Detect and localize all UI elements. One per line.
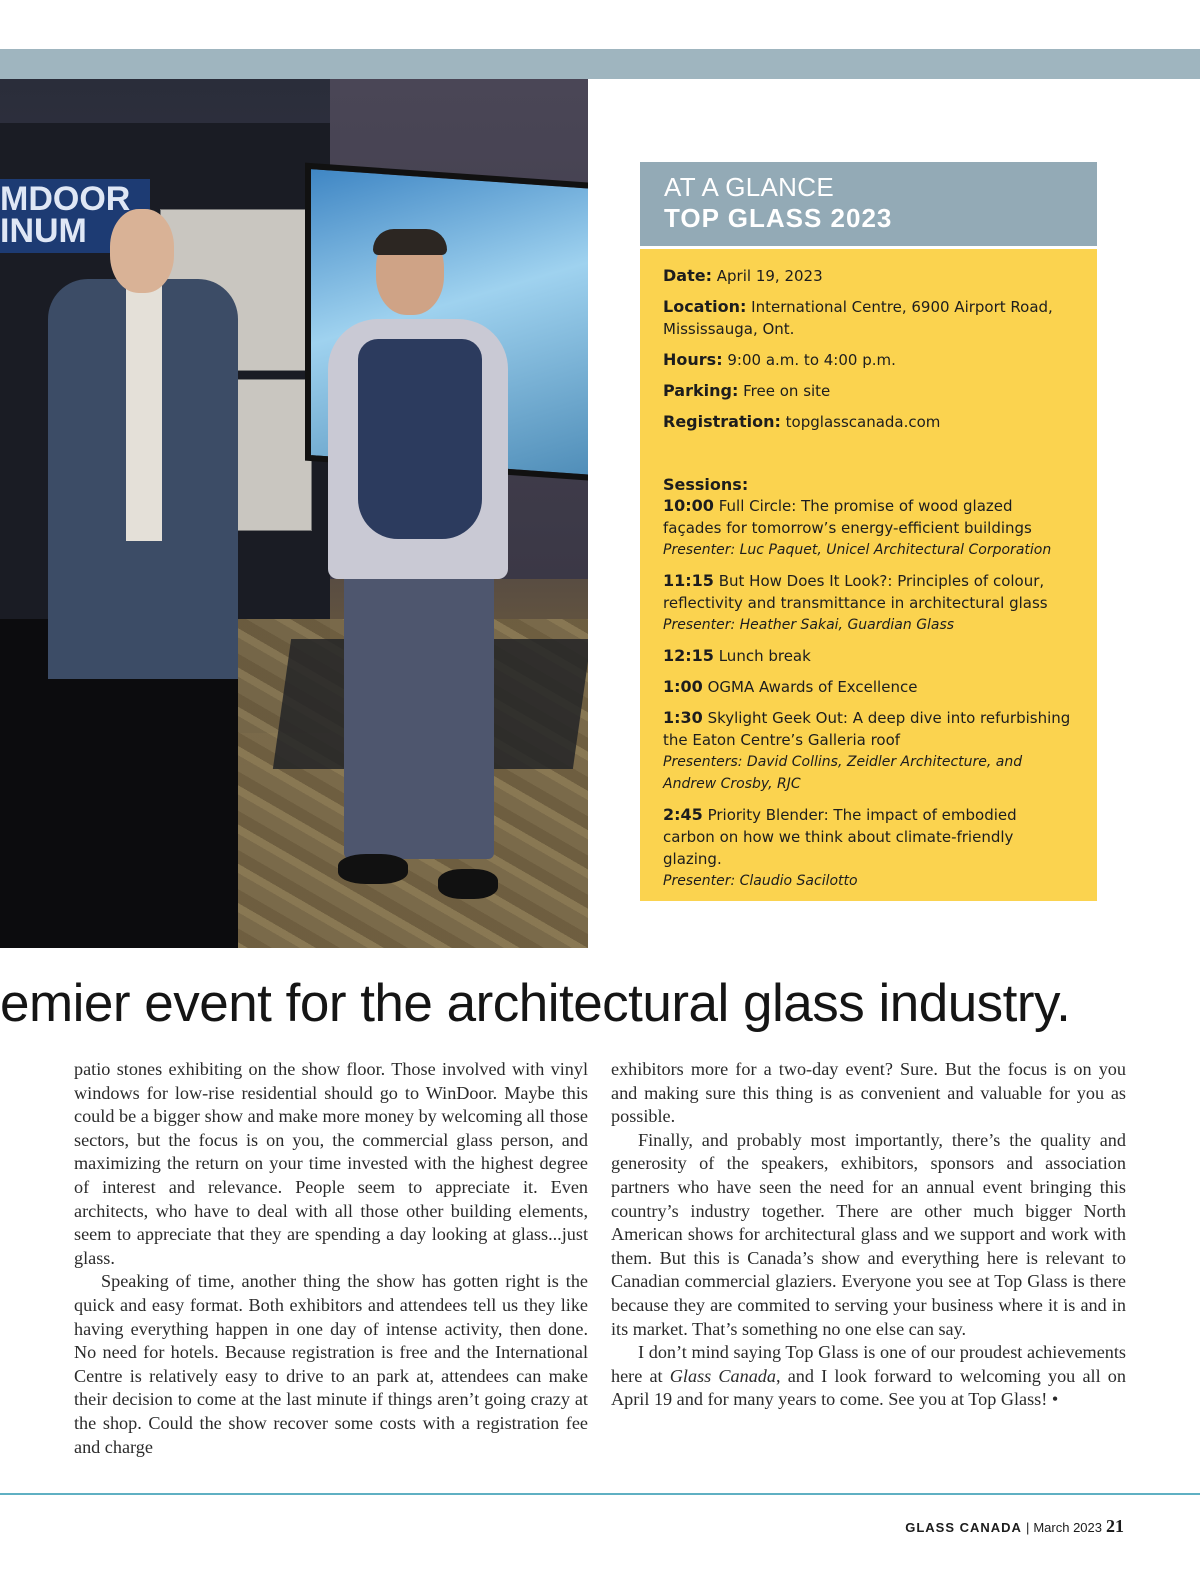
session-item: 12:15 Lunch break [663,646,811,665]
person-left [48,209,238,679]
session-item: 11:15 But How Does It Look?: Principles of colour, reflectivity and transmittance in architectural glass Presenter: Heather Sakai, Guardian Glass [663,571,1048,633]
magazine-title-italic: Glass Canada [669,1365,776,1386]
event-parking: Parking: Free on site [663,381,831,400]
article-headline: emier event for the architectural glass industry. [0,974,1071,1033]
sidebar-heading-line2: TOP GLASS 2023 [664,203,893,233]
article-paragraph: patio stones exhibiting on the show floor. Those involved with vinyl windows for low-rise residential should go to WinDoor. Maybe this could be a bigger show and make more money by welcoming all those sectors, but the focus is on you, the commercial glass person, and maximizing the return on your time invested with the highest degree of interest and relevance. People seem to appreciate it. Even architects, who have to deal with all those other building elements, seem to appreciate that they are spending a day looking at glass...just glass. [74,1059,588,1268]
top-color-band [0,49,1200,79]
session-item: 1:00 OGMA Awards of Excellence [663,677,918,696]
footer-separator: | [1025,1520,1030,1535]
event-location: Location: International Centre, 6900 Airport Road, Mississauga, Ont. [663,297,1053,338]
sidebar-heading-line1: AT A GLANCE [664,172,834,202]
trade-show-photo [0,79,588,948]
event-registration: Registration: topglasscanada.com [663,412,941,431]
booth-sign-line2: INUM [0,212,87,250]
footer-rule [0,1493,1200,1495]
at-a-glance-sidebar [640,162,1097,901]
session-item: 2:45 Priority Blender: The impact of embodied carbon on how we think about climate-friendly glazing. Presenter: Claudio Sacilotto [663,805,1017,889]
person-right [318,229,518,929]
article-paragraph: exhibitors more for a two-day event? Sure. But the focus is on you and making sure this thing is as convenient and valuable for you as possible. [611,1059,1126,1127]
event-date: Date: April 19, 2023 [663,266,823,285]
session-item: 1:30 Skylight Geek Out: A deep dive into refurbishing the Eaton Centre’s Galleria roof Presenters: David Collins, Zeidler Architecture, and Andrew Crosby, RJC [663,708,1071,792]
booth-sign-line1: MDOOR [0,180,131,218]
article-column-right [611,1058,1126,1412]
event-hours: Hours: 9:00 a.m. to 4:00 p.m. [663,350,896,369]
sidebar-header [640,162,1097,246]
page-number: 21 [1106,1516,1124,1536]
sidebar-body [640,249,1097,901]
session-item: 10:00 Full Circle: The promise of wood glazed façades for tomorrow’s energy-efficient buildings Presenter: Luc Paquet, Unicel Architectural Corporation [663,496,1052,558]
footer-magazine-name: GLASS CANADA [905,1520,1022,1535]
article-paragraph: Speaking of time, another thing the show has gotten right is the quick and easy format. Both exhibitors and attendees tell us they like having everything happen in one day of intense activity, then done. No need for hotels. Because registration is free and the International Centre is relatively easy to drive to an park at, attendees can make their decision to come at the last minute if things aren’t going crazy at the shop. Could the show recover some costs with a registration fee and charge [74,1271,588,1457]
article-paragraph-closing: I don’t mind saying Top Glass is one of our proudest achievements here at Glass Canada, and I look forward to welcoming you all on April 19 and for many years to come. See you at Top Glass! • [611,1342,1126,1410]
footer-issue-date: March 2023 [1033,1520,1102,1535]
page-footer [905,1516,1124,1537]
article-column-left [74,1058,588,1459]
article-paragraph: Finally, and probably most importantly, there’s the quality and generosity of the speakers, exhibitors, sponsors and association partners who have seen the need for an annual event bringing this country’s industry together. There are other much bigger North American shows for architectural glass and we support and work with them. But this is Canada’s show and everything here is relevant to Canadian commercial glaziers. Everyone you see at Top Glass is there because they are commited to serving your business where it is and in its market. That’s something no one else can say. [611,1129,1126,1339]
sessions-heading: Sessions: [663,475,749,494]
